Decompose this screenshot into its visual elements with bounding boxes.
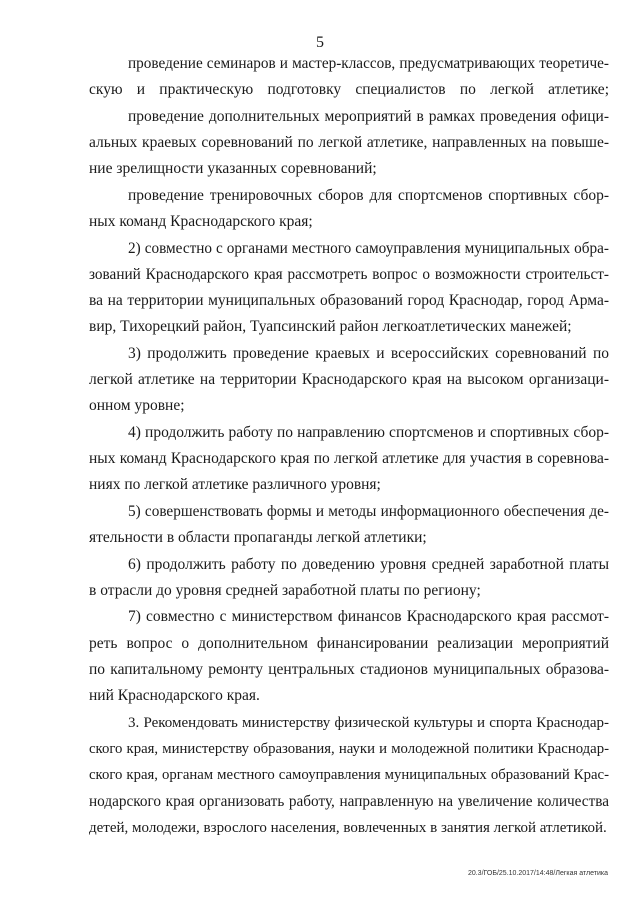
text-line: в отрасли до уровня средней заработной платы по региону; <box>89 582 481 599</box>
text-line: ных команд Краснодарского края по легкой атлетике для участия в соревнова- <box>89 450 609 467</box>
page-number: 5 <box>316 34 324 51</box>
text-line: ние зрелищности указанных соревнований; <box>89 160 377 177</box>
text-line: онном уровне; <box>89 397 185 414</box>
text-line: зований Краснодарского края рассмотреть вопрос о возможности строительст- <box>89 266 609 283</box>
text-line: ского края, органам местного самоуправления муниципальных образований Крас- <box>89 767 609 783</box>
text-line: 7) совместно с министерством финансов Краснодарского края рассмот- <box>128 608 609 625</box>
text-line: 4) продолжить работу по направлению спортсменов и спортивных сбор- <box>128 424 609 441</box>
text-line: проведение тренировочных сборов для спортсменов спортивных сбор- <box>128 187 609 204</box>
text-line: 2) совместно с органами местного самоуправления муниципальных обра- <box>128 240 609 257</box>
text-line: нодарского края организовать работу, направленную на увеличение количества <box>89 793 609 810</box>
text-line: проведение семинаров и мастер-классов, предусматривающих теоретиче- <box>128 55 609 72</box>
document-footer-code: 20.3/ГОБ/25.10.2017/14:48/Легкая атлетика <box>467 870 608 877</box>
text-line: ва на территории муниципальных образований город Краснодар, город Арма- <box>89 292 609 309</box>
text-line: легкой атлетике на территории Краснодарского края на высоком организаци- <box>89 371 609 388</box>
text-line: по капитальному ремонту центральных стадионов муниципальных образова- <box>89 661 609 678</box>
text-line: 5) совершенствовать формы и методы информационного обеспечения де- <box>128 503 609 520</box>
text-line: 6) продолжить работу по доведению уровня средней заработной платы <box>128 556 609 573</box>
text-line: проведение дополнительных мероприятий в рамках проведения офици- <box>128 108 609 125</box>
text-line: реть вопрос о дополнительном финансировании реализации мероприятий <box>89 635 609 652</box>
text-line: ского края, министерству образования, науки и молодежной политики Краснодар- <box>89 741 609 757</box>
text-line: скую и практическую подготовку специалистов по легкой атлетике; <box>89 81 609 98</box>
text-line: ний Краснодарского края. <box>89 687 260 704</box>
text-line: детей, молодежи, взрослого населения, вовлеченных в занятия легкой атлетикой. <box>89 820 607 836</box>
text-line: альных краевых соревнований по легкой атлетике, направленных на повыше- <box>89 134 609 151</box>
text-line: 3) продолжить проведение краевых и всероссийских соревнований по <box>128 345 609 362</box>
text-line: 3. Рекомендовать министерству физической культуры и спорта Краснодар- <box>128 715 609 731</box>
text-line: ятельности в области пропаганды легкой атлетики; <box>89 529 427 546</box>
text-line: ниях по легкой атлетике различного уровня; <box>89 476 381 493</box>
text-line: ных команд Краснодарского края; <box>89 213 313 230</box>
text-line: вир, Тихорецкий район, Туапсинский район легкоатлетических манежей; <box>89 318 572 335</box>
